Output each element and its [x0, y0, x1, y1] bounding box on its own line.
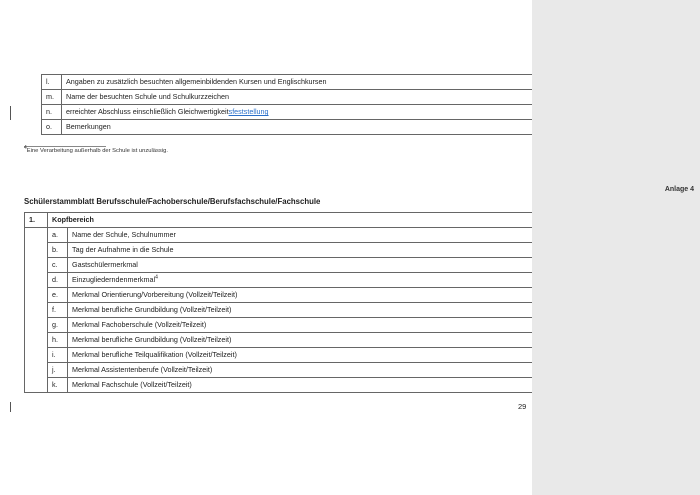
row-text: Merkmal berufliche Grundbildung (Vollzeit/Teilzeit): [68, 303, 626, 318]
row-text: Merkmal Fachoberschule (Vollzeit/Teilzeit): [68, 318, 626, 333]
indent-cell: [25, 258, 48, 273]
row-text: Tag der Aufnahme in die Schule: [68, 243, 626, 258]
row-key: g.: [48, 318, 68, 333]
row-text: Merkmal Assistentenberufe (Vollzeit/Teilzeit): [68, 363, 626, 378]
row-text: Merkmal berufliche Teilqualifikation (Vollzeit/Teilzeit): [68, 348, 626, 363]
row-text: Name der besuchten Schule und Schulkurzzeichen: [62, 90, 626, 105]
indent-cell: [25, 318, 48, 333]
row-text-main: erreichter Abschluss einschließlich Gleichwertigkeit: [66, 107, 229, 116]
row-key: h.: [48, 333, 68, 348]
row-text: Merkmal berufliche Grundbildung (Vollzeit/Teilzeit): [68, 333, 626, 348]
section-heading: Schülerstammblatt Berufsschule/Fachoberschule/Berufsfachschule/Fachschule: [24, 197, 321, 206]
row-key: m.: [42, 90, 62, 105]
section-number: 1.: [25, 213, 48, 228]
indent-cell: [25, 363, 48, 378]
row-key: c.: [48, 258, 68, 273]
indent-cell: [25, 273, 48, 288]
footnote-ref: 4: [155, 274, 158, 281]
row-text: Bemerkungen: [62, 120, 626, 135]
indent-cell: [25, 333, 48, 348]
row-key: j.: [48, 363, 68, 378]
footnote-separator: [24, 146, 106, 147]
row-text: Merkmal Orientierung/Vorbereitung (Vollzeit/Teilzeit): [68, 288, 626, 303]
row-key: o.: [42, 120, 62, 135]
row-text: Merkmal Fachschule (Vollzeit/Teilzeit): [68, 378, 626, 393]
row-key: l.: [42, 75, 62, 90]
row-text: Angaben zu zusätzlich besuchten allgemeinbildenden Kursen und Englischkursen: [62, 75, 626, 90]
row-key: f.: [48, 303, 68, 318]
indent-cell: [25, 303, 48, 318]
row-key: k.: [48, 378, 68, 393]
section-title: Kopfbereich: [48, 213, 626, 228]
page-number: 29: [518, 402, 527, 411]
row-text-main: Einzugliederndenmerkmal: [72, 275, 156, 284]
annex-label: Anlage 4: [664, 186, 694, 193]
row-key: a.: [48, 228, 68, 243]
footnote: [24, 145, 168, 154]
footnote-marker: 4: [24, 145, 27, 152]
indent-cell: [25, 378, 48, 393]
row-key: e.: [48, 288, 68, 303]
indent-cell: [25, 228, 48, 243]
row-text: Name der Schule, Schulnummer: [68, 228, 626, 243]
row-key: n.: [42, 105, 62, 120]
row-key: i.: [48, 348, 68, 363]
footnote-text: Eine Verarbeitung außerhalb der Schule ist unzulässig.: [26, 148, 168, 154]
comment-sidebar: [532, 0, 700, 495]
row-key: d.: [48, 273, 68, 288]
tracked-change-link[interactable]: sfeststellung: [228, 107, 269, 116]
row-key: b.: [48, 243, 68, 258]
row-text: Gastschülermerkmal: [68, 258, 626, 273]
indent-cell: [25, 348, 48, 363]
revision-bar: [10, 402, 11, 412]
indent-cell: [25, 288, 48, 303]
indent-cell: [25, 243, 48, 258]
revision-bar: [10, 106, 11, 120]
